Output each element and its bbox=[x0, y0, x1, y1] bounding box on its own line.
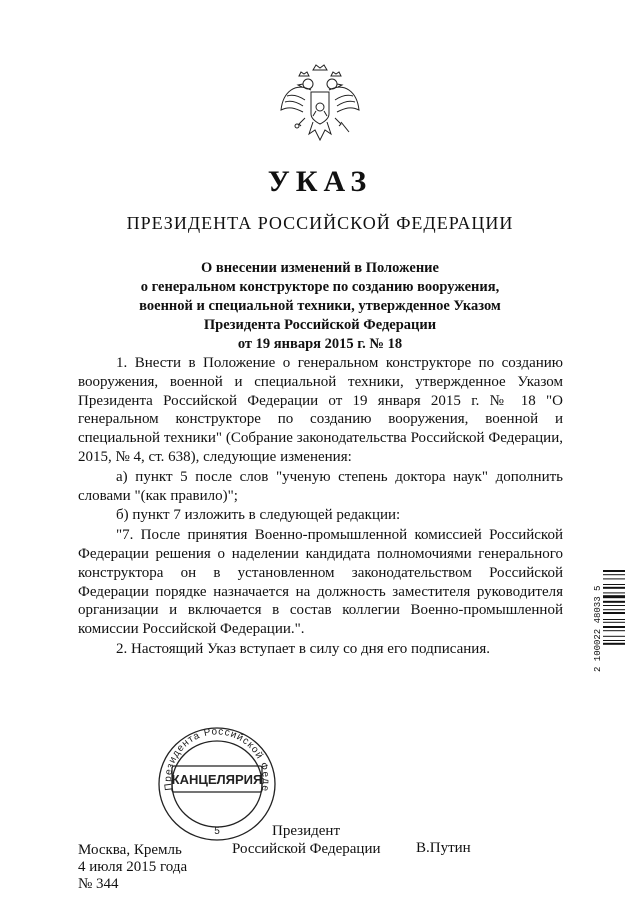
decree-number: № 344 bbox=[78, 876, 119, 892]
issuer-heading: ПРЕЗИДЕНТА РОССИЙСКОЙ ФЕДЕРАЦИИ bbox=[126, 213, 514, 233]
body-paragraph: "7. После принятия Военно-промышленной комиссией Российской Федерации решения о наделении кандидата полномочиями генерального конструктора он в установленном законодательством Российской Федерации порядке назначается на должность заместителя руководителя организации и включается в состав коллегии Военно-промышленной комиссии Российской Федерации.". bbox=[78, 527, 563, 638]
signatory-name: В.Путин bbox=[416, 840, 471, 856]
decree-body bbox=[78, 354, 563, 659]
body-paragraph: б) пункт 7 изложить в следующей редакции: bbox=[116, 507, 401, 524]
barcode-digits: 2 100022 48033 5 bbox=[593, 585, 603, 672]
document-type-heading: УКАЗ bbox=[267, 165, 373, 198]
title-line: о генеральном конструкторе по созданию вооружения, bbox=[140, 279, 500, 295]
body-paragraph: 1. Внести в Положение о генеральном конструкторе по созданию вооружения, военной и специальной техники, утвержденное Указом Президента Российской Федерации от 19 января 2015 г. № 18 "О генеральном конструкторе по созданию вооружения, военной и специальной техники" (Собрание законодательства Российской Федерации, 2015, № 4, ст. 638), следующие изменения: bbox=[78, 355, 563, 465]
signatory-position-line1: Президент bbox=[272, 823, 340, 839]
signatory-position bbox=[232, 822, 381, 858]
title-line: военной и специальной техники, утвержденное Указом bbox=[139, 298, 501, 314]
title-line: от 19 января 2015 г. № 18 bbox=[237, 336, 403, 352]
body-paragraph: 2. Настоящий Указ вступает в силу со дня его подписания. bbox=[116, 640, 490, 657]
title-line: О внесении изменений в Положение bbox=[201, 260, 439, 276]
russian-coat-of-arms-icon bbox=[275, 62, 365, 150]
title-line: Президента Российской Федерации bbox=[203, 317, 437, 333]
barcode-icon bbox=[603, 570, 625, 672]
stamp-number: 5 bbox=[214, 826, 220, 837]
place-and-date bbox=[78, 842, 187, 893]
decree-title bbox=[0, 259, 640, 354]
place: Москва, Кремль bbox=[78, 842, 182, 858]
body-paragraph: а) пункт 5 после слов "ученую степень доктора наук" дополнить словами "(как правило)"; bbox=[78, 468, 563, 504]
stamp-ring-text: Президента Российской Феде bbox=[162, 726, 272, 793]
stamp-center-text: КАНЦЕЛЯРИЯ bbox=[171, 772, 263, 787]
date: 4 июля 2015 года bbox=[78, 859, 188, 875]
signatory-position-line2: Российской Федерации bbox=[232, 841, 381, 857]
